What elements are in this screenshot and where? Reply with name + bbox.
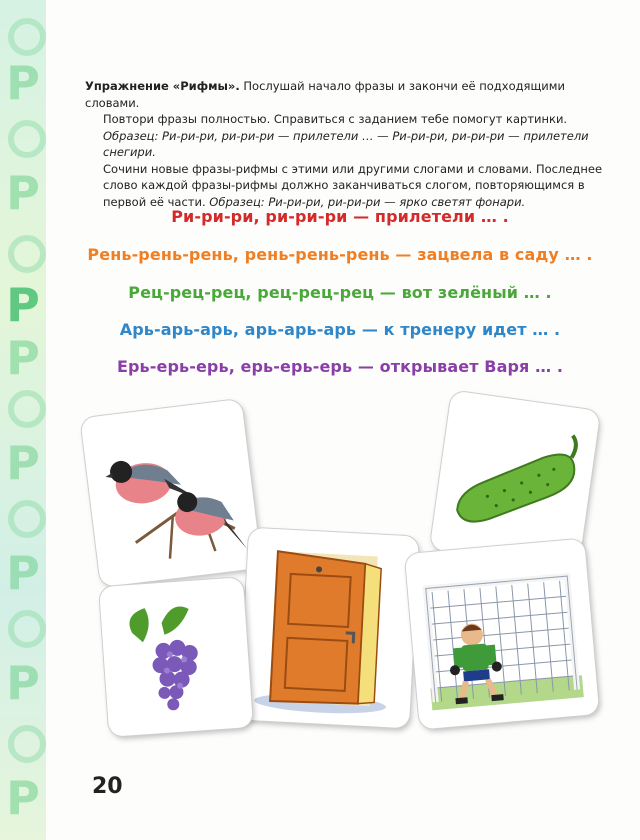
stripe-ring-icon <box>8 18 46 56</box>
stripe-ring-icon <box>8 725 46 763</box>
stripe-letter: Р <box>6 771 40 825</box>
lilac-icon <box>99 577 253 737</box>
rhyme-line: Арь-арь-арь, арь-арь-арь — к тренеру идет … . <box>119 320 561 339</box>
picture-card-door <box>239 528 419 729</box>
page-number: 20 <box>92 774 123 799</box>
goalkeeper-icon <box>405 538 600 729</box>
instruction-paragraph <box>85 111 615 161</box>
bullfinches-icon <box>80 399 262 587</box>
sample-text: Ри-ри-ри, ри-ри-ри — ярко светят фонари. <box>268 194 526 209</box>
stripe-letter: Р <box>6 331 40 385</box>
stripe-letter: Р <box>6 166 40 220</box>
picture-card-lilac <box>99 577 253 737</box>
stripe-ring-icon <box>8 390 46 428</box>
exercise-title: Упражнение «Рифмы». <box>85 79 240 93</box>
stripe-letter: Р <box>6 56 40 110</box>
sample-label: Образец: <box>103 128 159 143</box>
decorative-letter-stripe <box>0 0 46 840</box>
rhyme-line: Ри-ри-ри, ри-ри-ри — прилетели … . <box>171 207 509 226</box>
picture-card-goalkeeper <box>405 538 600 729</box>
stripe-letter: Р <box>6 656 40 710</box>
rhyme-line: Ерь-ерь-ерь, ерь-ерь-ерь — открывает Варя … . <box>116 357 564 376</box>
stripe-ring-icon <box>8 235 46 273</box>
stripe-letter: Р <box>6 436 40 490</box>
stripe-letter: Р <box>6 278 40 332</box>
picture-card-bullfinches <box>80 399 262 587</box>
rhyme-line: Рень-рень-рень, рень-рень-рень — зацвела в саду … . <box>87 245 593 264</box>
door-icon <box>239 528 419 729</box>
instruction-line: Послушай начало фразы и закончи её подходящими словами. <box>85 79 565 110</box>
exercise-instructions <box>85 78 615 210</box>
sample-text: Ри-ри-ри, ри-ри-ри — прилетели … — Ри-ри-ри, ри-ри-ри — прилетели снегири. <box>103 128 589 159</box>
stripe-ring-icon <box>8 120 46 158</box>
rhyme-line: Рец-рец-рец, рец-рец-рец — вот зелёный … . <box>128 283 552 302</box>
stripe-letter: Р <box>6 546 40 600</box>
sample-label: Образец: <box>209 194 265 209</box>
instruction-paragraph <box>85 161 615 211</box>
instruction-line: Сочини новые фразы-рифмы с этими или другими слогами и словами. Последнее слово каждой фразы-рифмы должно заканчиваться слогом, повторяющимся в первой её части. <box>103 161 603 209</box>
stripe-ring-icon <box>8 610 46 648</box>
instruction-line: Повтори фразы полностью. Справиться с заданием тебе помогут картинки. <box>103 112 568 126</box>
stripe-ring-icon <box>8 500 46 538</box>
